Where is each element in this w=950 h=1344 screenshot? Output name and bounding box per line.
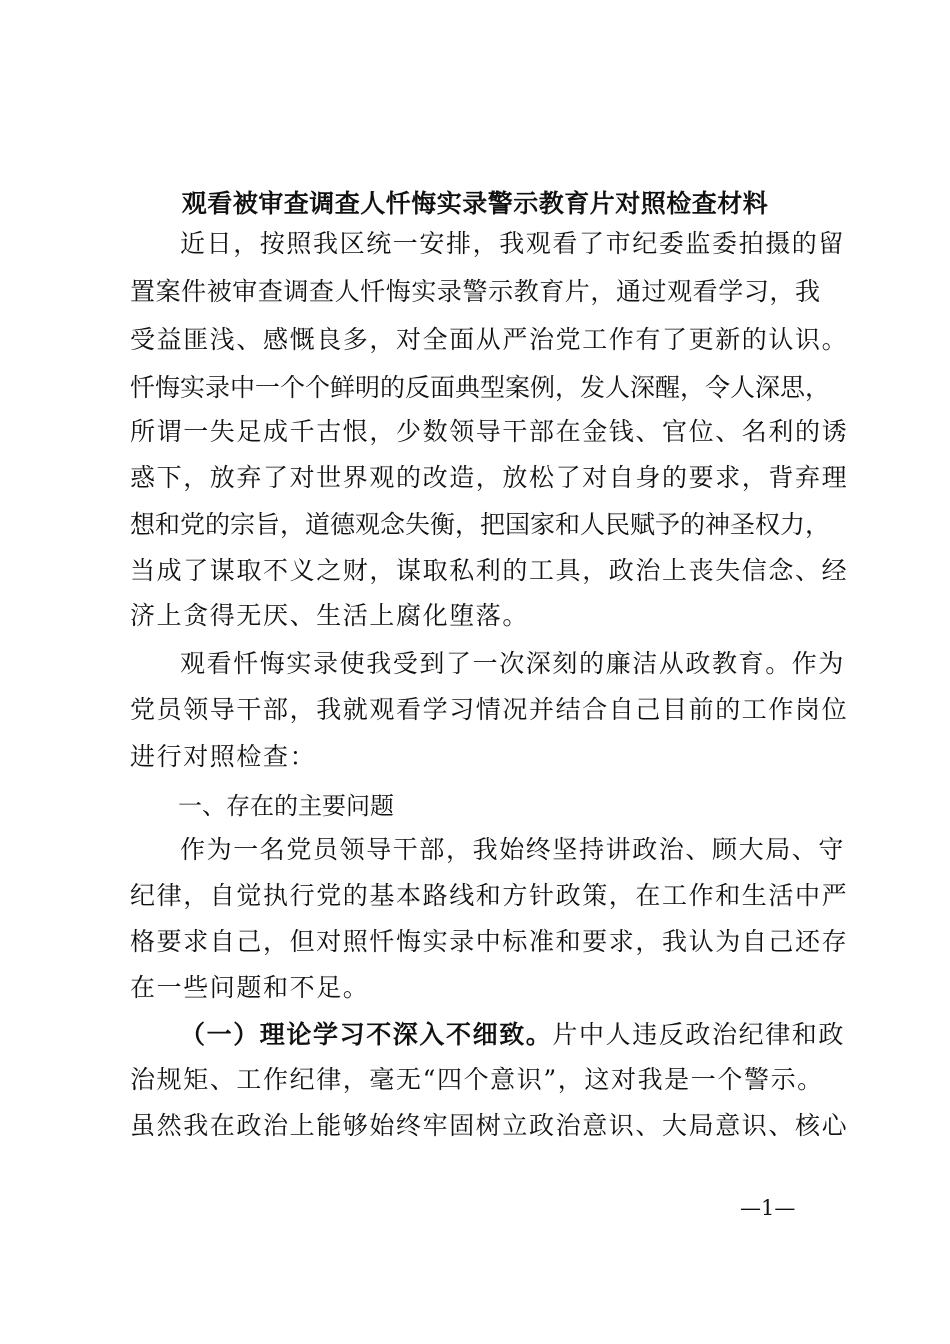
paragraph-line: 观看忏悔实录使我受到了一次深刻的廉洁从政教育。作为 bbox=[180, 649, 846, 678]
paragraph-line: 当成了谋取不义之财，谋取私利的工具，政治上丧失信念、经 bbox=[130, 556, 849, 585]
paragraph-line: 格要求自己，但对照忏悔实录中标准和要求，我认为自己还存 bbox=[130, 927, 849, 956]
paragraph-line: 在一些问题和不足。 bbox=[130, 973, 370, 1002]
subsection-text: 片中人违反政治纪律和政 bbox=[552, 1020, 846, 1049]
paragraph-line: 作为一名党员领导干部，我始终坚持讲政治、顾大局、守 bbox=[180, 835, 846, 864]
paragraph-line: 惑下，放弃了对世界观的改造，放松了对自身的要求，背弃理 bbox=[130, 463, 849, 492]
subsection-first-line bbox=[180, 1015, 846, 1055]
paragraph-line: 济上贪得无厌、生活上腐化堕落。 bbox=[130, 601, 530, 630]
document-title: 观看被审查调查人忏悔实录警示教育片对照检查材料 bbox=[181, 189, 769, 218]
paragraph-line: 进行对照检查： bbox=[130, 742, 317, 771]
paragraph-line: 虽然我在政治上能够始终牢固树立政治意识、大局意识、核心 bbox=[130, 1111, 849, 1140]
page-number: —1— bbox=[740, 1196, 796, 1220]
paragraph-line: 治规矩、工作纪律，毫无“四个意识”，这对我是一个警示。 bbox=[130, 1065, 824, 1094]
paragraph-line: 党员领导干部，我就观看学习情况并结合自己目前的工作岗位 bbox=[130, 695, 849, 724]
subsection-heading: （一）理论学习不深入不细致。 bbox=[180, 1020, 553, 1049]
paragraph-line: 纪律，自觉执行党的基本路线和方针政策，在工作和生活中严 bbox=[130, 881, 849, 910]
paragraph-line: 受益匪浅、感慨良多，对全面从严治党工作有了更新的认识。 bbox=[130, 325, 849, 354]
paragraph-line: 忏悔实录中一个个鲜明的反面典型案例，发人深醒，令人深思， bbox=[130, 373, 831, 402]
section-heading: 一、存在的主要问题 bbox=[178, 792, 394, 820]
paragraph-line: 想和党的宗旨，道德观念失衡，把国家和人民赋予的神圣权力， bbox=[130, 510, 831, 539]
paragraph-line: 置案件被审查调查人忏悔实录警示教育片，通过观看学习，我 bbox=[130, 277, 820, 306]
paragraph-line: 近日，按照我区统一安排，我观看了市纪委监委拍摄的留 bbox=[180, 229, 846, 258]
paragraph-line: 所谓一失足成千古恨，少数领导干部在金钱、官位、名利的诱 bbox=[130, 417, 849, 446]
